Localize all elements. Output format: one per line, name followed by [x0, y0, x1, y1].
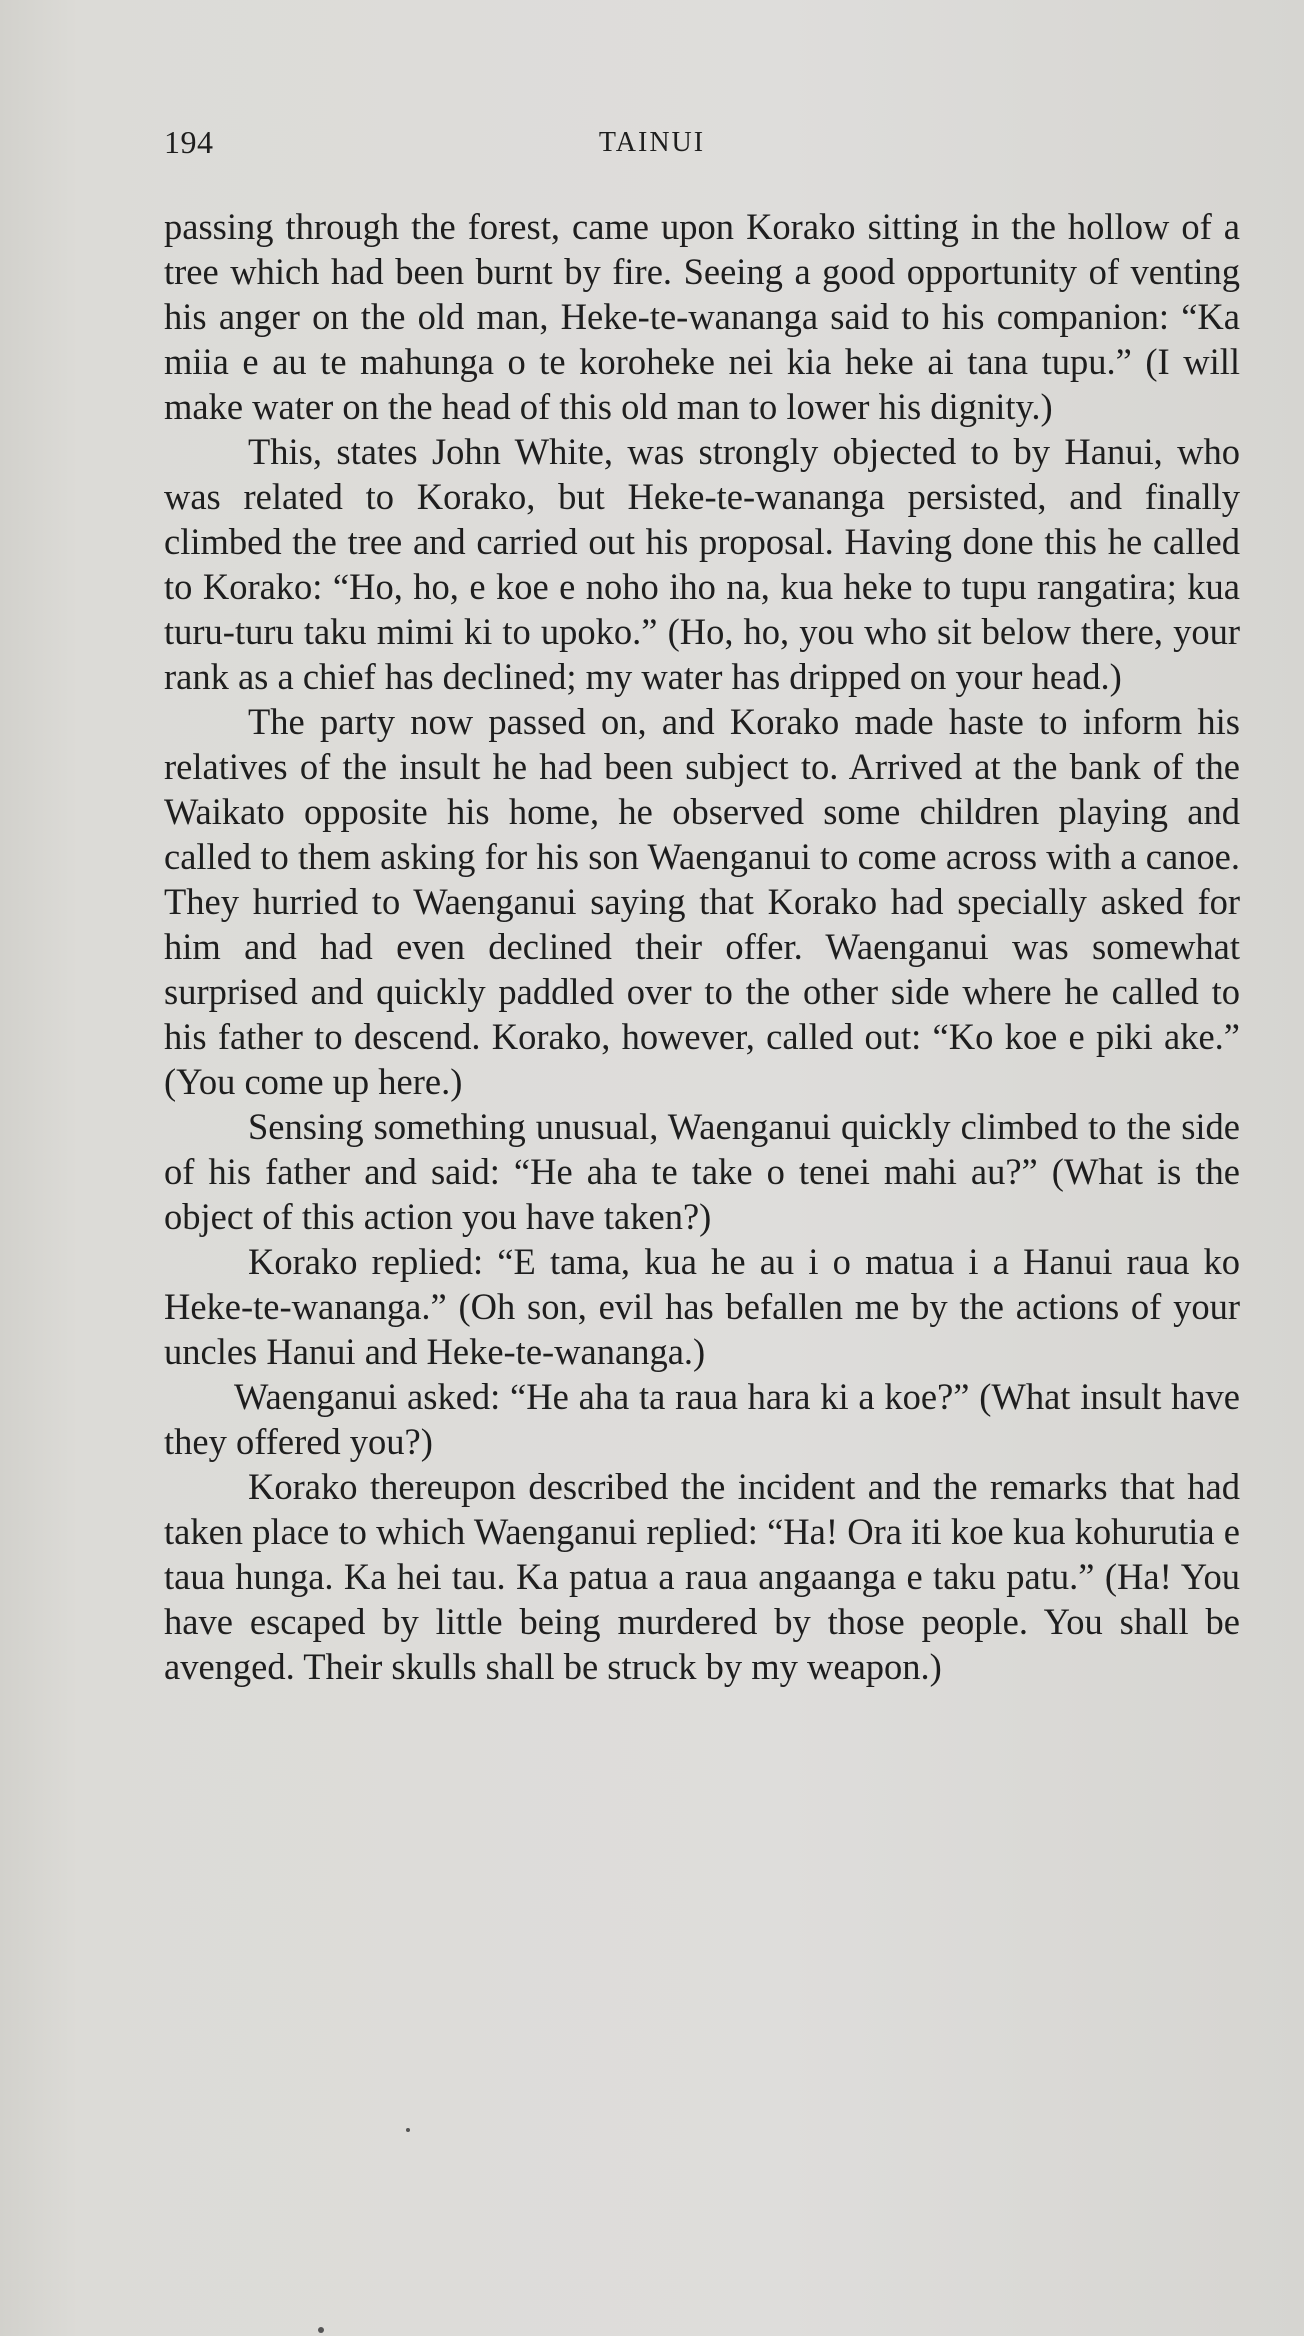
- paragraph-1: passing through the forest, came upon Korako sitting in the hollow of a tree which had been burnt by fire. Seeing a good opportunity of venting his anger on the old man, Heke-te-wananga said to his companion: “Ka miia e au te mahunga o te koroheke nei kia heke ai tana tupu.” (I will make water on the head of this old man to lower his dignity.): [164, 206, 1240, 427]
- paper-speck: [318, 2327, 324, 2333]
- paragraph-7: Korako thereupon described the incident and the remarks that had taken place to which Waenganui replied: “Ha! Ora iti koe kua kohurutia e taua hunga. Ka hei tau. Ka patua a raua angaanga e taku patu.” (Ha! You have escaped by little being murdered by those people. You shall be avenged. Their skulls shall be struck by my weapon.): [164, 1466, 1240, 1687]
- paragraph-6: Waenganui asked: “He aha ta raua hara ki a koe?” (What insult have they offered you?): [164, 1376, 1240, 1462]
- paper-speck: [406, 2128, 410, 2132]
- page-number: 194: [164, 124, 214, 160]
- paragraph-2: This, states John White, was strongly objected to by Hanui, who was related to Korako, but Heke-te-wananga persisted, and finally climbed the tree and carried out his proposal. Having done this he called to Korako: “Ho, ho, e koe e noho iho na, kua heke to tupu rangatira; kua turu-turu taku mimi ki to upoko.” (Ho, ho, you who sit below there, your rank as a chief has declined; my water has dripped on your head.): [164, 431, 1240, 697]
- paragraph-5: Korako replied: “E tama, kua he au i o matua i a Hanui raua ko Heke-te-wananga.” (Oh son, evil has befallen me by the actions of your uncles Hanui and Heke-te-wananga.): [164, 1241, 1240, 1372]
- paragraph-4: Sensing something unusual, Waenganui quickly climbed to the side of his father and said: “He aha te take o tenei mahi au?” (What is the object of this action you have taken?): [164, 1106, 1240, 1237]
- running-title: TAINUI: [598, 127, 706, 158]
- paragraph-3: The party now passed on, and Korako made haste to inform his relatives of the insult he had been subject to. Arrived at the bank of the Waikato opposite his home, he observed some children playing and called to them asking for his son Waenganui to come across with a canoe. They hurried to Waenganui saying that Korako had specially asked for him and had even declined their offer. Waenganui was somewhat surprised and quickly paddled over to the other side where he called to his father to descend. Korako, however, called out: “Ko koe e piki ake.” (You come up here.): [164, 701, 1240, 1102]
- body-text: [164, 204, 1240, 1689]
